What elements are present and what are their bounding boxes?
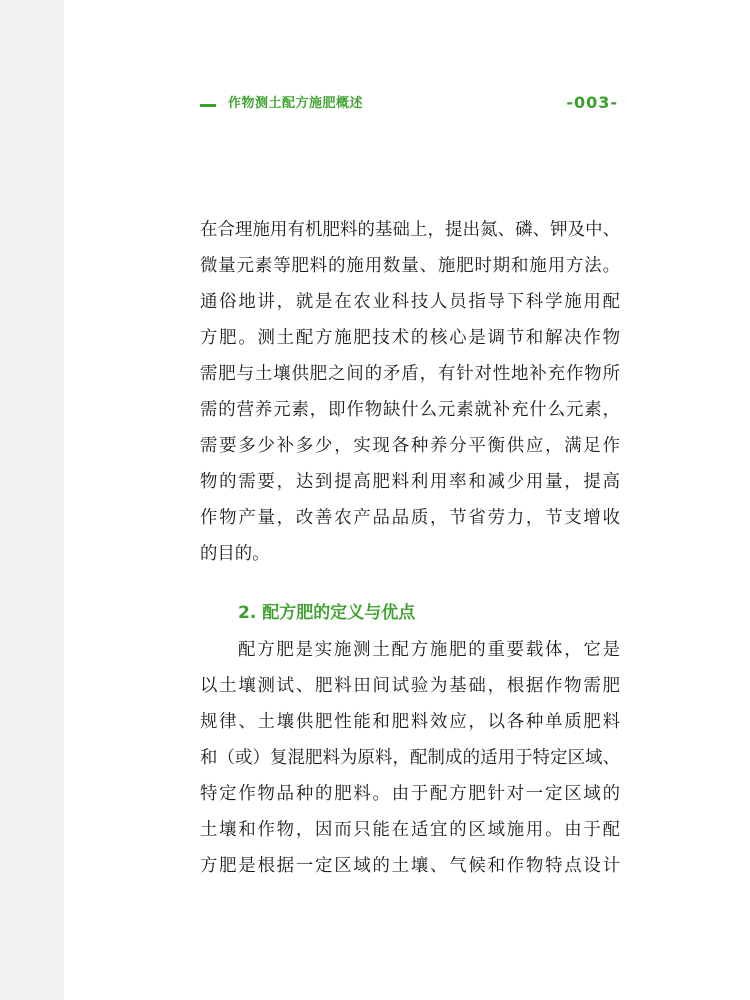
text-line: 需要多少补多少，实现各种养分平衡供应，满足作 [200,436,620,456]
text-line: 作物产量，改善农产品品质，节省劳力，节支增收 [200,508,620,528]
text-line: 和（或）复混肥料为原料，配制成的适用于特定区域、 [200,748,620,768]
text-line: 配方肥是实施测土配方施肥的重要载体，它是 [238,640,620,660]
page-gutter [0,0,64,1000]
paragraph-1 [200,212,620,572]
text-line: 需的营养元素，即作物缺什么元素就补充什么元素， [200,400,620,420]
text-line: 需肥与土壤供肥之间的矛盾，有针对性地补充作物所 [200,364,620,384]
text-line: 在合理施用有机肥料的基础上，提出氮、磷、钾及中、 [200,220,620,240]
text-line: 土壤和作物，因而只能在适宜的区域施用。由于配 [200,820,620,840]
text-line: 特定作物品种的肥料。由于配方肥针对一定区域的 [200,784,620,804]
running-header [200,92,618,116]
page-number: -003- [566,93,618,112]
text-line: 物的需要，达到提高肥料利用率和减少用量，提高 [200,472,620,492]
text-line: 的目的。 [200,544,270,564]
header-dash [200,104,216,107]
text-line: 方肥。测土配方施肥技术的核心是调节和解决作物 [200,328,620,348]
text-line: 微量元素等肥料的施用数量、施肥时期和施用方法。 [200,256,620,276]
chapter-title: 作物测土配方施肥概述 [228,96,364,111]
text-line: 规律、土壤供肥性能和肥料效应，以各种单质肥料 [200,712,620,732]
text-line: 方肥是根据一定区域的土壤、气候和作物特点设计 [200,856,620,876]
text-line: 通俗地讲，就是在农业科技人员指导下科学施用配 [200,292,620,312]
paragraph-2 [200,632,620,884]
text-line: 以土壤测试、肥料田间试验为基础，根据作物需肥 [200,676,620,696]
section-heading: 2. 配方肥的定义与优点 [238,603,416,623]
